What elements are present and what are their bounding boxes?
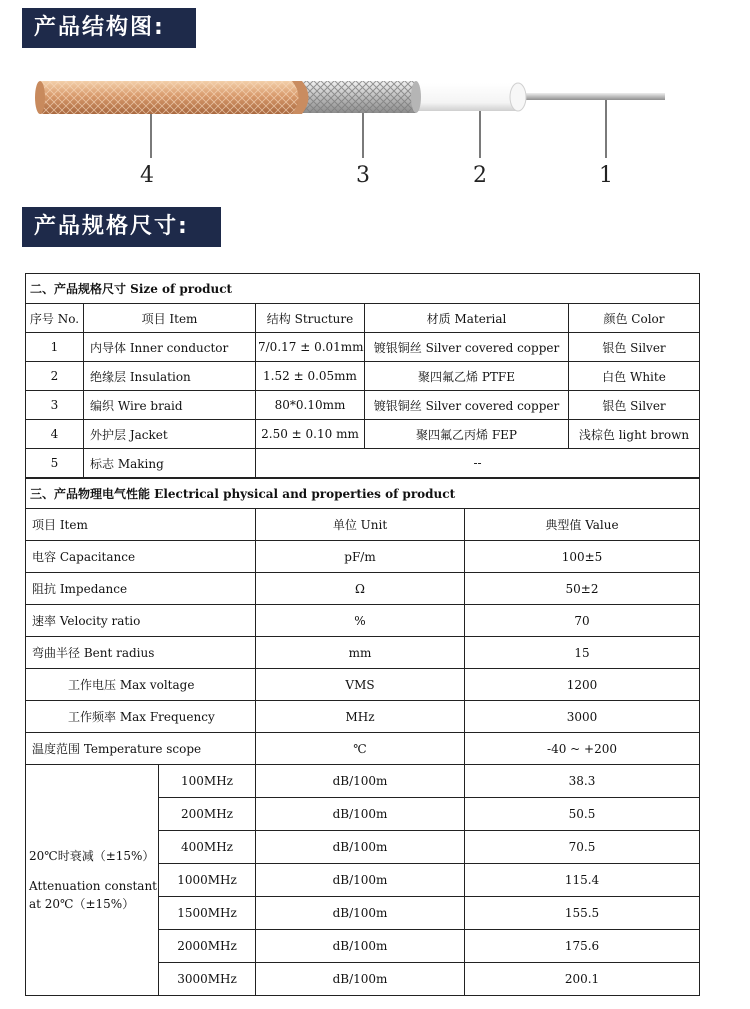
size-spec-table (25, 273, 700, 478)
freq-cell: 2000MHz (159, 930, 256, 963)
specs-title: 产品规格尺寸: (22, 207, 221, 247)
header-structure: 结构 Structure (256, 304, 365, 333)
row-item: 阻抗 Impedance (26, 573, 256, 605)
size-section-title: 二、产品规格尺寸 Size of product (26, 274, 700, 304)
row-color: 银色 Silver (569, 333, 700, 362)
row-no: 5 (26, 449, 84, 478)
row-value: -40 ~ +200 (465, 733, 700, 765)
header-no: 序号 No. (26, 304, 84, 333)
braid-layer (292, 81, 421, 113)
header-item: 项目 Item (84, 304, 256, 333)
constant-word: constant (104, 879, 157, 893)
freq-cell: 3000MHz (159, 963, 256, 996)
header-value: 典型值 Value (465, 509, 700, 541)
row-structure: 80*0.10mm (256, 391, 365, 420)
table-row (26, 573, 700, 605)
row-color: 白色 White (569, 362, 700, 391)
row-value: 50±2 (465, 573, 700, 605)
row-structure: 1.52 ± 0.05mm (256, 362, 365, 391)
row-item: 绝缘层 Insulation (84, 362, 256, 391)
value-cell: 200.1 (465, 963, 700, 996)
value-cell: 115.4 (465, 864, 700, 897)
attenuation-label-en (29, 877, 157, 895)
row-color: 浅棕色 light brown (569, 420, 700, 449)
elec-header-row (26, 509, 700, 541)
structure-title: 产品结构图: (22, 8, 196, 48)
row-item: 温度范围 Temperature scope (26, 733, 256, 765)
table-row (26, 669, 700, 701)
row-unit: VMS (256, 669, 465, 701)
row-unit: ℃ (256, 733, 465, 765)
unit-cell: dB/100m (256, 765, 465, 798)
freq-cell: 1500MHz (159, 897, 256, 930)
row-item: 工作频率 Max Frequency (26, 701, 256, 733)
row-structure: 2.50 ± 0.10 mm (256, 420, 365, 449)
value-cell: 38.3 (465, 765, 700, 798)
row-item: 标志 Making (84, 449, 256, 478)
row-material: 聚四氟乙丙烯 FEP (365, 420, 569, 449)
attenuation-label (26, 765, 159, 996)
row-unit: MHz (256, 701, 465, 733)
value-cell: 70.5 (465, 831, 700, 864)
row-structure: 7/0.17 ± 0.01mm (256, 333, 365, 362)
attenuation-label-temp: at 20℃（±15%） (29, 897, 135, 911)
unit-cell: dB/100m (256, 864, 465, 897)
freq-cell: 1000MHz (159, 864, 256, 897)
header-unit: 单位 Unit (256, 509, 465, 541)
row-unit: mm (256, 637, 465, 669)
row-item: 电容 Capacitance (26, 541, 256, 573)
row-unit: pF/m (256, 541, 465, 573)
table-row (26, 449, 700, 478)
table-row (26, 605, 700, 637)
header-item: 项目 Item (26, 509, 256, 541)
callout-label-2: 2 (473, 163, 487, 188)
table-row (26, 733, 700, 765)
header-material: 材质 Material (365, 304, 569, 333)
value-cell: 50.5 (465, 798, 700, 831)
insulation-layer (415, 83, 526, 111)
row-no: 1 (26, 333, 84, 362)
row-material: 镀银铜丝 Silver covered copper (365, 333, 569, 362)
electrical-properties-table (25, 478, 700, 996)
row-unit: % (256, 605, 465, 637)
attenuation-word: Attenuation (29, 879, 101, 893)
electrical-section-title: 三、产品物理电气性能 Electrical physical and properties of product (26, 479, 700, 509)
unit-cell: dB/100m (256, 897, 465, 930)
row-value: 1200 (465, 669, 700, 701)
row-material: 镀银铜丝 Silver covered copper (365, 391, 569, 420)
freq-cell: 400MHz (159, 831, 256, 864)
callout-label-1: 1 (599, 163, 613, 188)
unit-cell: dB/100m (256, 963, 465, 996)
table-row (26, 765, 700, 798)
row-item: 弯曲半径 Bent radius (26, 637, 256, 669)
row-unit: Ω (256, 573, 465, 605)
row-material: 聚四氟乙烯 PTFE (365, 362, 569, 391)
row-no: 4 (26, 420, 84, 449)
table-row (26, 333, 700, 362)
row-value: 100±5 (465, 541, 700, 573)
freq-cell: 100MHz (159, 765, 256, 798)
table-row (26, 391, 700, 420)
row-no: 2 (26, 362, 84, 391)
table-row (26, 637, 700, 669)
spec-header-row (26, 304, 700, 333)
row-item: 编织 Wire braid (84, 391, 256, 420)
value-cell: 175.6 (465, 930, 700, 963)
jacket-layer (35, 81, 309, 114)
value-cell: 155.5 (465, 897, 700, 930)
header-color: 颜色 Color (569, 304, 700, 333)
attenuation-label-cn: 20℃时衰减（±15%） (29, 849, 155, 863)
unit-cell: dB/100m (256, 798, 465, 831)
freq-cell: 200MHz (159, 798, 256, 831)
row-item: 外护层 Jacket (84, 420, 256, 449)
row-value: -- (256, 449, 700, 478)
unit-cell: dB/100m (256, 831, 465, 864)
cable-structure-diagram (30, 70, 680, 195)
conductor-layer (520, 93, 665, 100)
row-no: 3 (26, 391, 84, 420)
callout-label-4: 4 (140, 163, 154, 188)
row-item: 内导体 Inner conductor (84, 333, 256, 362)
row-value: 3000 (465, 701, 700, 733)
table-row (26, 541, 700, 573)
row-value: 70 (465, 605, 700, 637)
row-value: 15 (465, 637, 700, 669)
unit-cell: dB/100m (256, 930, 465, 963)
row-item: 工作电压 Max voltage (26, 669, 256, 701)
table-row (26, 701, 700, 733)
callout-label-3: 3 (356, 163, 370, 188)
row-color: 银色 Silver (569, 391, 700, 420)
row-item: 速率 Velocity ratio (26, 605, 256, 637)
table-row (26, 420, 700, 449)
table-row (26, 362, 700, 391)
